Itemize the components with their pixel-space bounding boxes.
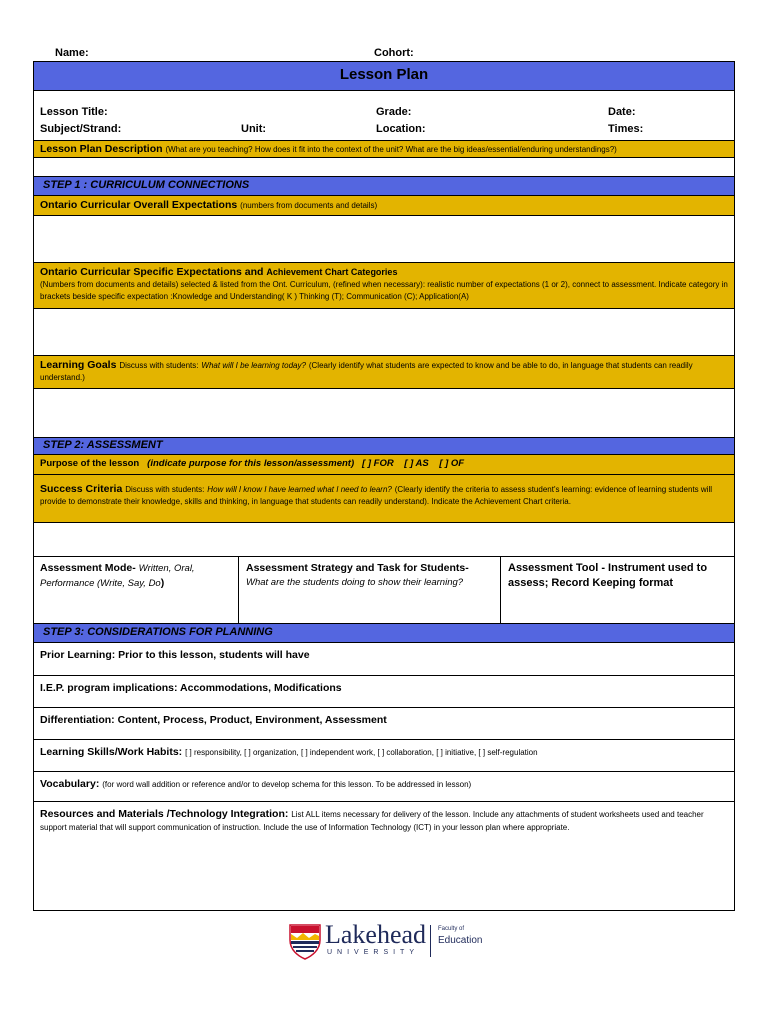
cell-divider	[238, 557, 239, 623]
tool-label: Assessment Tool - Instrument used to assess; Record Keeping format	[508, 562, 708, 589]
differentiation-row[interactable]	[34, 708, 734, 740]
step2-header: STEP 2: ASSESSMENT	[34, 438, 734, 455]
learning-goals-field[interactable]	[34, 389, 734, 438]
description-label: Lesson Plan Description	[40, 143, 163, 155]
mode-italic: Written, Oral, Performance (Write, Say, Do	[40, 563, 195, 589]
vocabulary-label: Vocabulary:	[40, 778, 100, 790]
lakehead-logo	[288, 922, 488, 962]
prior-learning-label: Prior Learning: Prior to this lesson, students will have	[40, 649, 310, 661]
goals-note-2: (Clearly identify what students are expected to know and be able to do, in language that students can readily understand.)	[40, 361, 693, 382]
specific-expectations-field[interactable]	[34, 309, 734, 356]
unit-label: Unit:	[241, 123, 267, 135]
assessment-mode-cell[interactable]	[40, 561, 236, 591]
specific-label-2: Achievement Chart Categories	[266, 267, 398, 277]
success-criteria-header	[34, 475, 734, 523]
purpose-label: Purpose of the lesson	[40, 458, 140, 469]
specific-note: (Numbers from documents and details) selected & listed from the Ont. Curriculum, (refined when necessary): realistic number of expectations (1 or 2), connect to assessment. Indicate category in brackets beside specific expectation :Knowledge and Understanding( K ) Thinking (T); Communication (C); Application(A)	[40, 280, 728, 301]
skills-note: [ ] responsibility, [ ] organization, [ ] independent work, [ ] collaboration, [ ] initiative, [ ] self-regulation	[185, 748, 538, 757]
prior-learning-row[interactable]	[34, 643, 734, 676]
goals-note-1: Discuss with students:	[119, 361, 199, 370]
times-label: Times:	[608, 123, 644, 135]
subject-strand-label: Subject/Strand:	[40, 123, 122, 135]
logo-faculty: Education	[438, 935, 483, 946]
location-label: Location:	[376, 123, 426, 135]
cell-divider	[500, 557, 501, 623]
strategy-label: Assessment Strategy and Task for Students-	[246, 562, 469, 574]
learning-goals-header	[34, 356, 734, 389]
purpose-note: (indicate purpose for this lesson/assessment)	[147, 458, 355, 469]
description-note: (What are you teaching? How does it fit into the context of the unit? What are the big ideas/essential/enduring understandings?)	[165, 145, 617, 154]
overall-label: Ontario Curricular Overall Expectations	[40, 199, 238, 211]
specific-expectations-header	[34, 263, 734, 309]
logo-wordmark: Lakehead	[325, 920, 427, 949]
success-label: Success Criteria	[40, 483, 123, 495]
lesson-description-header	[34, 141, 734, 158]
cohort-label: Cohort:	[374, 47, 414, 59]
specific-label: Ontario Curricular Specific Expectations and	[40, 266, 264, 278]
resources-note: List ALL items necessary for delivery of the lesson. Include any attachments of student worksheets used and teacher support material that will support communication of instruction. Include the use of Information Technology (ICT) in your lesson plan where appropriate.	[40, 810, 704, 832]
description-field[interactable]	[34, 158, 734, 177]
goals-note-italic: What will I be learning today?	[201, 361, 306, 370]
assessment-strategy-cell[interactable]	[246, 561, 498, 590]
iep-label: I.E.P. program implications: Accommodations, Modifications	[40, 682, 342, 694]
purpose-row	[34, 455, 734, 475]
lesson-title-label: Lesson Title:	[40, 106, 108, 118]
success-note-2: (Clearly identify the criteria to assess student's learning: evidence of learning students will provide to demonstrate their knowledge, skills and thinking, in language that students can readily understand). Indicate the Achievement Chart criteria.	[40, 485, 713, 506]
lesson-info-block	[34, 91, 734, 141]
vocabulary-row[interactable]	[34, 772, 734, 802]
success-criteria-field[interactable]	[34, 523, 734, 557]
iep-row[interactable]	[34, 676, 734, 708]
page-title: Lesson Plan	[34, 62, 734, 91]
overall-note: (numbers from documents and details)	[240, 201, 378, 210]
logo-divider	[430, 925, 431, 957]
resources-row[interactable]	[34, 802, 734, 910]
assessment-tool-cell[interactable]	[508, 561, 728, 591]
success-note-italic: How will I know I have learned what I need to learn?	[207, 485, 392, 494]
overall-expectations-header	[34, 196, 734, 216]
grade-label: Grade:	[376, 106, 412, 118]
differentiation-label: Differentiation: Content, Process, Product, Environment, Assessment	[40, 714, 387, 726]
step3-header: STEP 3: CONSIDERATIONS FOR PLANNING	[34, 624, 734, 643]
shield-icon	[288, 922, 322, 960]
purpose-of-checkbox[interactable]: [ ] OF	[439, 458, 465, 469]
overall-expectations-field[interactable]	[34, 216, 734, 263]
resources-label: Resources and Materials /Technology Integration:	[40, 808, 289, 820]
date-label: Date:	[608, 106, 636, 118]
step1-header: STEP 1 : CURRICULUM CONNECTIONS	[34, 177, 734, 196]
skills-label: Learning Skills/Work Habits:	[40, 746, 183, 758]
strategy-italic: What are the students doing to show their learning?	[246, 577, 464, 588]
mode-label: Assessment Mode-	[40, 562, 136, 574]
logo-university: UNIVERSITY	[327, 949, 420, 956]
success-note-1: Discuss with students:	[125, 485, 205, 494]
purpose-for-checkbox[interactable]: [ ] FOR	[362, 458, 394, 469]
mode-close: )	[160, 577, 165, 589]
goals-label: Learning Goals	[40, 359, 117, 371]
logo-faculty-small: Faculty of	[438, 926, 465, 932]
learning-skills-row[interactable]	[34, 740, 734, 772]
vocabulary-note: (for word wall addition or reference and/or to develop schema for this lesson. To be addressed in lesson)	[102, 780, 472, 789]
assessment-table-row	[34, 557, 734, 624]
purpose-as-checkbox[interactable]: [ ] AS	[404, 458, 429, 469]
name-label: Name:	[55, 47, 89, 59]
